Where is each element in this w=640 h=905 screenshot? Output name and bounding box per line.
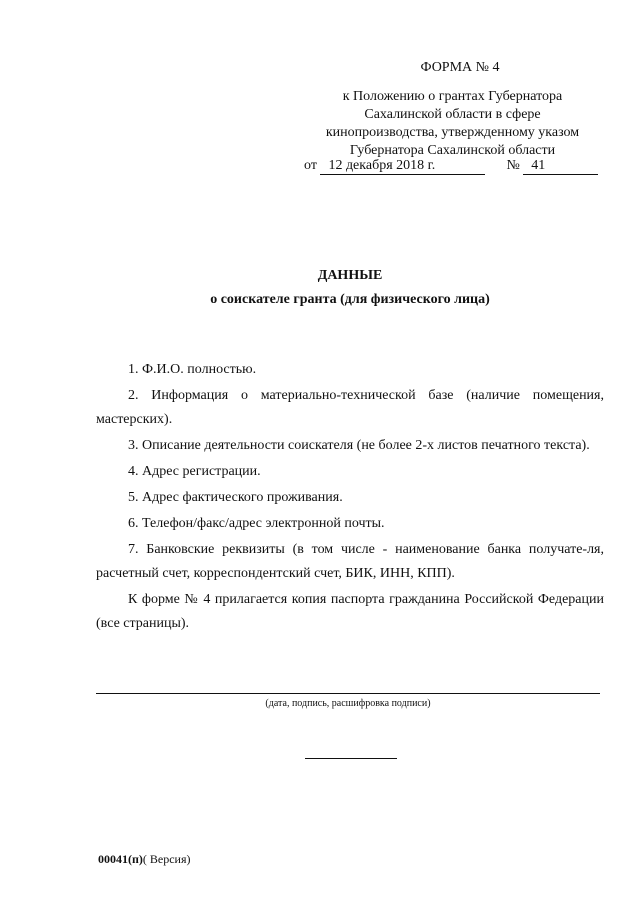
attachment-note: К форме № 4 прилагается копия паспорта гражданина Российской Федерации (все страницы). bbox=[96, 592, 604, 631]
number-prefix: № bbox=[506, 158, 520, 173]
signature-caption: (дата, подпись, расшифровка подписи) bbox=[265, 698, 431, 709]
document-title: ДАННЫЕ bbox=[317, 268, 383, 283]
document-subtitle: о соискателе гранта (для физического лица) bbox=[210, 292, 490, 307]
requirements-list bbox=[96, 358, 604, 638]
reference-line: кинопроизводства, утвержденному указом bbox=[325, 125, 580, 140]
list-item: 3. Описание деятельности соискателя (не более 2-х листов печатного текста). bbox=[128, 438, 590, 453]
regulation-reference bbox=[300, 88, 605, 160]
list-item: 7. Банковские реквизиты (в том числе - наименование банка получате-ля, расчетный счет, корреспондентский счет, БИК, ИНН, КПП). bbox=[96, 542, 604, 581]
form-title: ФОРМА № 4 bbox=[420, 60, 500, 75]
decree-date: 12 декабря 2018 г. bbox=[320, 158, 485, 175]
document-code bbox=[98, 852, 191, 867]
list-item: 5. Адрес фактического проживания. bbox=[128, 490, 343, 505]
list-item: 2. Информация о материально-технической базе (наличие помещения, мастерских). bbox=[96, 388, 604, 427]
document-code-id: 00041(п) bbox=[98, 852, 143, 866]
divider bbox=[305, 758, 397, 759]
decree-number: 41 bbox=[523, 158, 598, 175]
reference-line: Сахалинской области в сфере bbox=[364, 107, 541, 122]
decree-date-row bbox=[304, 158, 598, 175]
list-item: 4. Адрес регистрации. bbox=[128, 464, 261, 479]
date-prefix: от bbox=[304, 158, 317, 173]
list-item: 1. Ф.И.О. полностью. bbox=[128, 362, 257, 377]
signature-line bbox=[96, 693, 600, 694]
list-item: 6. Телефон/факс/адрес электронной почты. bbox=[128, 516, 385, 531]
document-version: ( Версия) bbox=[142, 852, 191, 866]
reference-line: Губернатора Сахалинской области bbox=[349, 143, 556, 158]
reference-line: к Положению о грантах Губернатора bbox=[342, 89, 563, 104]
